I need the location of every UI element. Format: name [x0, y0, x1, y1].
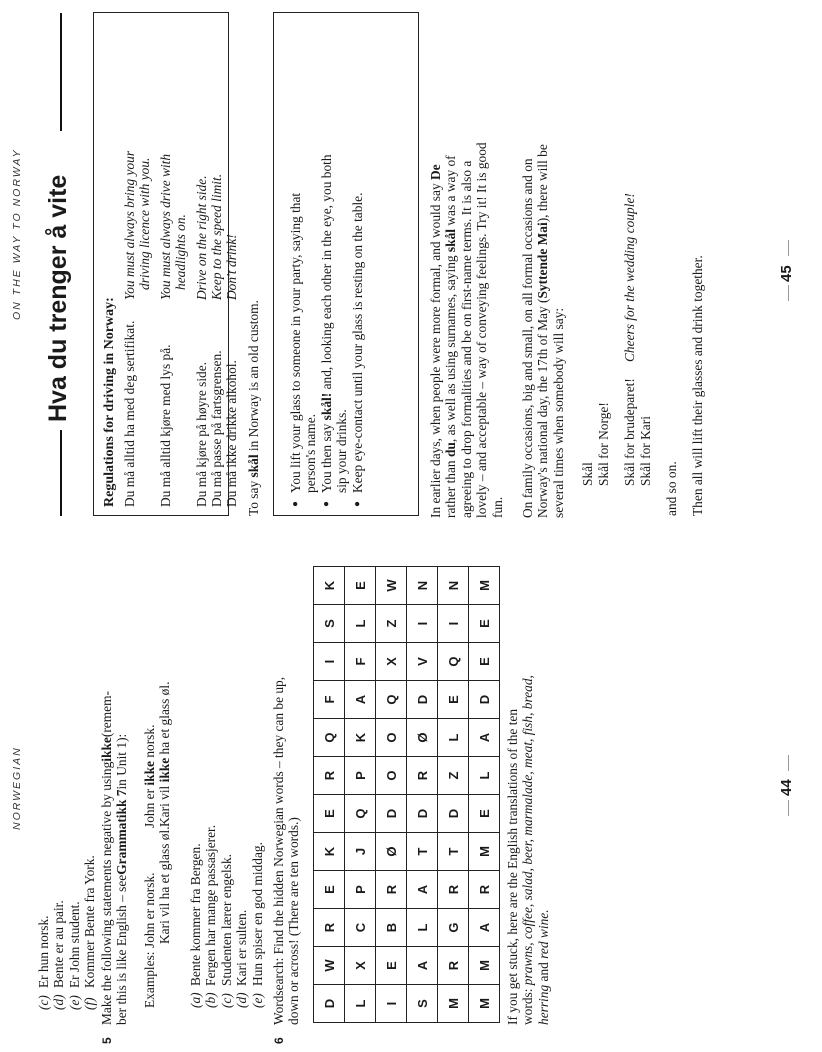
list-item: (a) Bente kommer fra Bergen. — [188, 843, 203, 1008]
grid-cell: R — [376, 871, 407, 909]
list-item: (e) Hun spiser en god middag. — [249, 842, 265, 1008]
grid-cell: M — [469, 833, 500, 871]
grid-cell: M — [438, 985, 469, 1023]
grid-cell: E — [469, 605, 500, 643]
grid-cell: S — [407, 985, 438, 1023]
grid-cell: F — [345, 643, 376, 681]
grid-cell: X — [345, 947, 376, 985]
toast-line: Skål — [580, 462, 595, 486]
grid-cell: T — [407, 833, 438, 871]
grid-cell: R — [314, 909, 345, 947]
skal-intro: To say skål in Norway is an old custom. — [246, 300, 261, 516]
page-number-rule — [788, 285, 789, 301]
wordsearch-grid — [313, 566, 500, 1023]
left-page — [0, 526, 822, 1052]
grid-cell: L — [407, 909, 438, 947]
grid-cell: L — [469, 757, 500, 795]
previous-exercise-items — [36, 855, 98, 1010]
grid-cell: I — [376, 985, 407, 1023]
grid-cell: X — [376, 643, 407, 681]
exercise-6-instructions: Wordsearch: Find the hidden Norwegian words – they can be up, down or across! (There are ten words.) — [271, 676, 302, 1025]
grid-row — [407, 567, 438, 1023]
bullet-item: ● You then say skål! and, looking each other in the eye, you both sip your drinks. — [319, 67, 350, 507]
bullet-item: ● Keep eye-contact until your glass is resting on the table. — [350, 67, 365, 507]
example-source: Kari vil ha et glass øl. — [157, 826, 173, 944]
grid-cell: D — [376, 795, 407, 833]
grid-cell: F — [314, 681, 345, 719]
grid-cell: A — [469, 719, 500, 757]
grid-cell: I — [438, 605, 469, 643]
list-item: (c) Studenten lærer engelsk. — [218, 853, 234, 1008]
grid-cell: E — [438, 681, 469, 719]
grid-cell: K — [314, 833, 345, 871]
running-header: ON THE WAY TO NORWAY — [11, 148, 23, 320]
grid-cell: Z — [376, 605, 407, 643]
skal-bullets — [288, 67, 365, 507]
grid-cell: D — [314, 985, 345, 1023]
grid-cell: R — [438, 947, 469, 985]
list-item: (f) Kommer Bente fra York. — [82, 855, 98, 1010]
page-number-rule — [788, 800, 789, 816]
driving-regulations-box: Regulations for driving in Norway: Du må alltid ha med deg sertifikat. You must always bring your driving licence with you. Du må alltid kjøre med lys på. You must always drive with headlights on. Du må kjøre på høyre side. Drive on the right side. Du må passe på fartsgrensen. Keep to the speed limit. Du må ikke drikke alkohol. Don't drink! — [93, 12, 229, 516]
grid-cell: M — [469, 947, 500, 985]
title-rule-left — [60, 430, 62, 516]
toast-translation: Cheers for the wedding couple! — [622, 193, 637, 362]
grid-row — [345, 567, 376, 1023]
grid-cell: D — [407, 681, 438, 719]
grid-cell: D — [469, 681, 500, 719]
grid-row — [376, 567, 407, 1023]
grid-cell: V — [407, 643, 438, 681]
examples-label: Examples: — [142, 951, 157, 1008]
toast-line: Skål for Kari — [638, 416, 653, 486]
grid-cell: Z — [438, 757, 469, 795]
example-source: John er norsk. — [142, 872, 157, 948]
grid-cell: M — [469, 567, 500, 605]
occasions-paragraph: On family occasions, big and small, on all formal occasions and on Norway's national day, the 17th of May (Syttende Mai), there will be several times when somebody will say: — [520, 144, 566, 518]
grid-cell: I — [314, 643, 345, 681]
exercise-5-items — [188, 825, 265, 1008]
skal-custom-box — [273, 12, 419, 516]
grid-cell: L — [438, 719, 469, 757]
exercise-6-number: 6 — [272, 1037, 286, 1044]
toast-line: and so on. — [664, 461, 679, 516]
grid-cell: E — [376, 947, 407, 985]
grid-cell: K — [345, 719, 376, 757]
page-number-rule — [788, 755, 789, 771]
list-item: (c) Er hun norsk. — [36, 915, 51, 1010]
grid-cell: C — [345, 909, 376, 947]
instruction-line: ber this is like English – see Grammatikk 7 in Unit 1): — [114, 733, 130, 1025]
toast-line: Skål for brudeparet! — [622, 378, 637, 486]
grid-cell: E — [469, 795, 500, 833]
grid-cell: P — [345, 757, 376, 795]
grid-cell: Q — [345, 795, 376, 833]
grid-cell: R — [314, 757, 345, 795]
grid-cell: L — [345, 605, 376, 643]
list-item: (e) Er John student. — [66, 901, 82, 1010]
running-header: NORWEGIAN — [11, 746, 23, 830]
grid-cell: J — [345, 833, 376, 871]
example-result: John er ikke norsk. — [142, 724, 157, 828]
grid-cell: L — [345, 985, 376, 1023]
regulation-row: Du må alltid ha med deg sertifikat. You must always bring your driving licence with you. — [122, 150, 153, 507]
grid-cell: M — [469, 985, 500, 1023]
grid-cell: Ø — [407, 719, 438, 757]
example-result: Kari vil ikke ha et glass øl. — [157, 681, 173, 827]
list-item: (b) Fergen har mange passasjerer. — [203, 824, 219, 1008]
formality-paragraph: In earlier days, when people were more formal, and would say De rather than du, as well as using surnames, saying skål was a way of agreeing to drop formalities and be on first-name terms. It is also a lovely – and acceptable – way of conveying feelings. Try it! It is good fun. — [428, 142, 505, 518]
page-number: 45 — [778, 265, 795, 282]
grid-cell: A — [469, 909, 500, 947]
page-title: Hva du trenger å vite — [44, 174, 72, 422]
wordsearch-hint: If you get stuck, here are the English translations of the ten words: prawns, coffee, salad, beer, marmalade, meat, fish, bread, herring and red wine. — [505, 675, 551, 1025]
grid-cell: N — [407, 567, 438, 605]
grid-row — [469, 567, 500, 1023]
grid-cell: E — [469, 643, 500, 681]
grid-cell: R — [469, 871, 500, 909]
exercise-5-number: 5 — [100, 1037, 114, 1044]
grid-cell: P — [345, 871, 376, 909]
grid-cell: O — [376, 719, 407, 757]
grid-cell: Ø — [376, 833, 407, 871]
grid-cell: E — [314, 795, 345, 833]
grid-cell: Q — [376, 681, 407, 719]
exercise-5 — [99, 545, 130, 1025]
grid-cell: A — [407, 947, 438, 985]
regulation-row: Du må alltid kjøre med lys på. You must always drive with headlights on. — [158, 153, 189, 507]
list-item: (d) Kari er sulten. — [234, 909, 250, 1008]
grid-cell: I — [407, 605, 438, 643]
grid-cell: D — [438, 795, 469, 833]
page-number-rule — [788, 240, 789, 256]
grid-cell: E — [314, 871, 345, 909]
closing-line: Then all will lift their glasses and drink together. — [690, 255, 705, 516]
grid-cell: W — [314, 947, 345, 985]
grid-cell: B — [376, 909, 407, 947]
instruction-line: Make the following statements negative by using ikke (remem- — [99, 691, 114, 1025]
grid-cell: A — [345, 681, 376, 719]
title-rule-right — [60, 13, 62, 131]
toast-line: Skål for Norge! — [596, 402, 611, 486]
grid-cell: T — [438, 833, 469, 871]
grid-cell: R — [407, 757, 438, 795]
grid-cell: K — [314, 567, 345, 605]
grid-row — [438, 567, 469, 1023]
grid-cell: R — [438, 871, 469, 909]
list-item: (d) Bente er au pair. — [51, 900, 67, 1010]
grid-cell: E — [345, 567, 376, 605]
grid-cell: O — [376, 757, 407, 795]
grid-cell: N — [438, 567, 469, 605]
grid-cell: W — [376, 567, 407, 605]
grid-cell: S — [314, 605, 345, 643]
grid-cell: Q — [438, 643, 469, 681]
grid-row — [314, 567, 345, 1023]
examples — [142, 548, 173, 1008]
page-number: 44 — [778, 779, 795, 796]
grid-cell: D — [407, 795, 438, 833]
grid-cell: Q — [314, 719, 345, 757]
grid-cell: A — [407, 871, 438, 909]
box-title: Regulations for driving in Norway: — [102, 297, 117, 507]
grid-cell: G — [438, 909, 469, 947]
bullet-item: ● You lift your glass to someone in your party, saying that person's name. — [288, 67, 319, 507]
